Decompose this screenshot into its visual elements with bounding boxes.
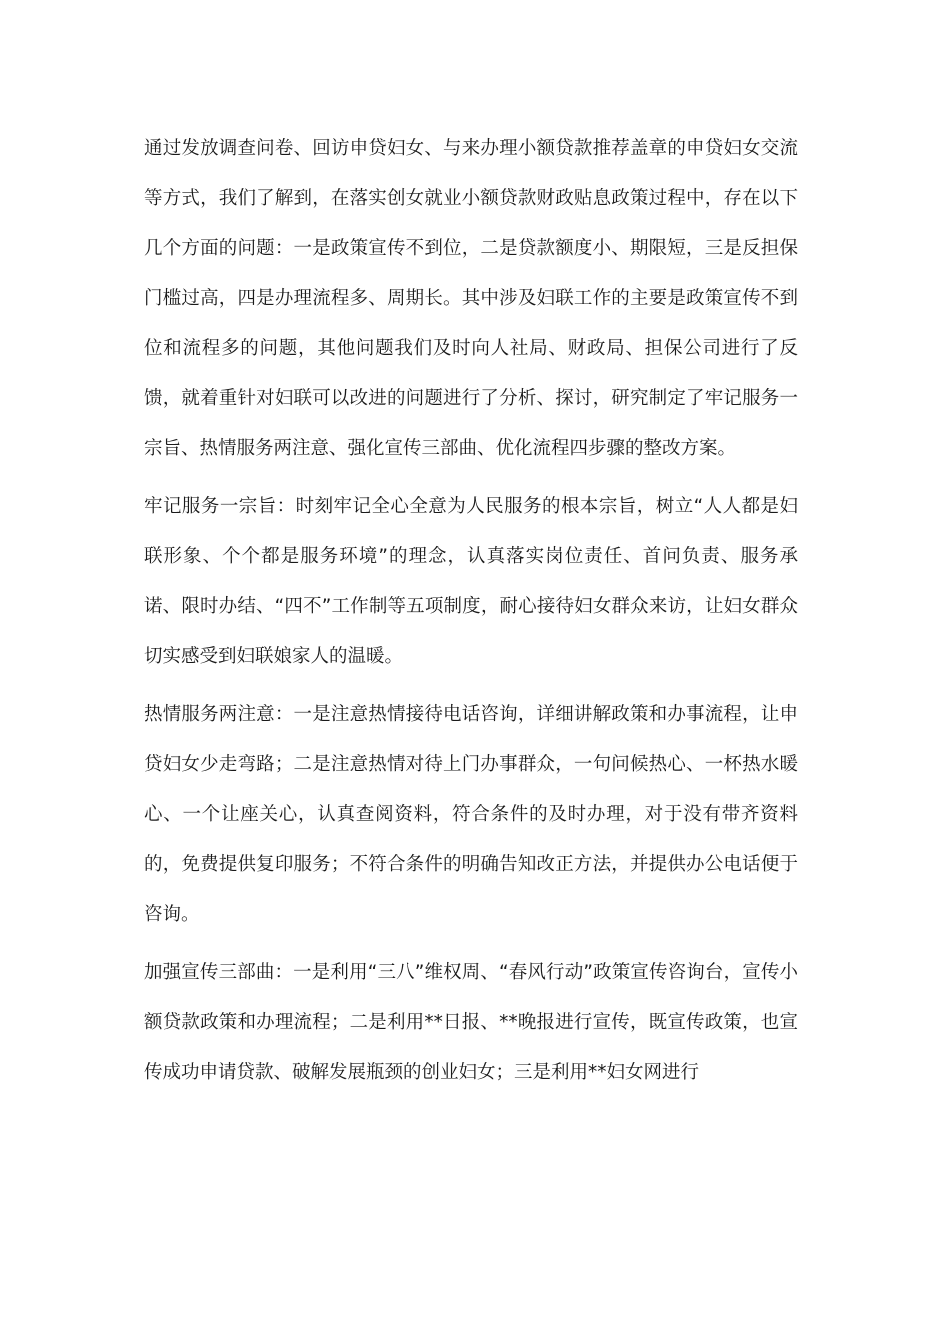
paragraph-2: 牢记服务一宗旨：时刻牢记全心全意为人民服务的根本宗旨，树立“人人都是妇联形象、个个都是服务环境”的理念，认真落实岗位责任、首问负责、服务承诺、限时办结、“四不”工作制等五项制度，耐心接待妇女群众来访，让妇女群众切实感受到妇联娘家人的温暖。	[144, 496, 798, 667]
paragraph-3: 热情服务两注意：一是注意热情接待电话咨询，详细讲解政策和办事流程，让申贷妇女少走弯路；二是注意热情对待上门办事群众，一句问候热心、一杯热水暖心、一个让座关心，认真查阅资料，符合条件的及时办理，对于没有带齐资料的，免费提供复印服务；不符合条件的明确告知改正方法，并提供办公电话便于咨询。	[144, 704, 798, 925]
paragraph-4: 加强宣传三部曲：一是利用“三八”维权周、“春风行动”政策宣传咨询台，宣传小额贷款政策和办理流程；二是利用**日报、**晚报进行宣传，既宣传政策，也宣传成功申请贷款、破解发展瓶颈的创业妇女；三是利用**妇女网进行	[144, 962, 798, 1083]
document-body	[144, 124, 798, 1106]
paragraph-1: 通过发放调查问卷、回访申贷妇女、与来办理小额贷款推荐盖章的申贷妇女交流等方式，我们了解到，在落实创女就业小额贷款财政贴息政策过程中，存在以下几个方面的问题：一是政策宣传不到位，二是贷款额度小、期限短，三是反担保门槛过高，四是办理流程多、周期长。其中涉及妇联工作的主要是政策宣传不到位和流程多的问题，其他问题我们及时向人社局、财政局、担保公司进行了反馈，就着重针对妇联可以改进的问题进行了分析、探讨，研究制定了牢记服务一宗旨、热情服务两注意、强化宣传三部曲、优化流程四步骤的整改方案。	[144, 138, 798, 459]
